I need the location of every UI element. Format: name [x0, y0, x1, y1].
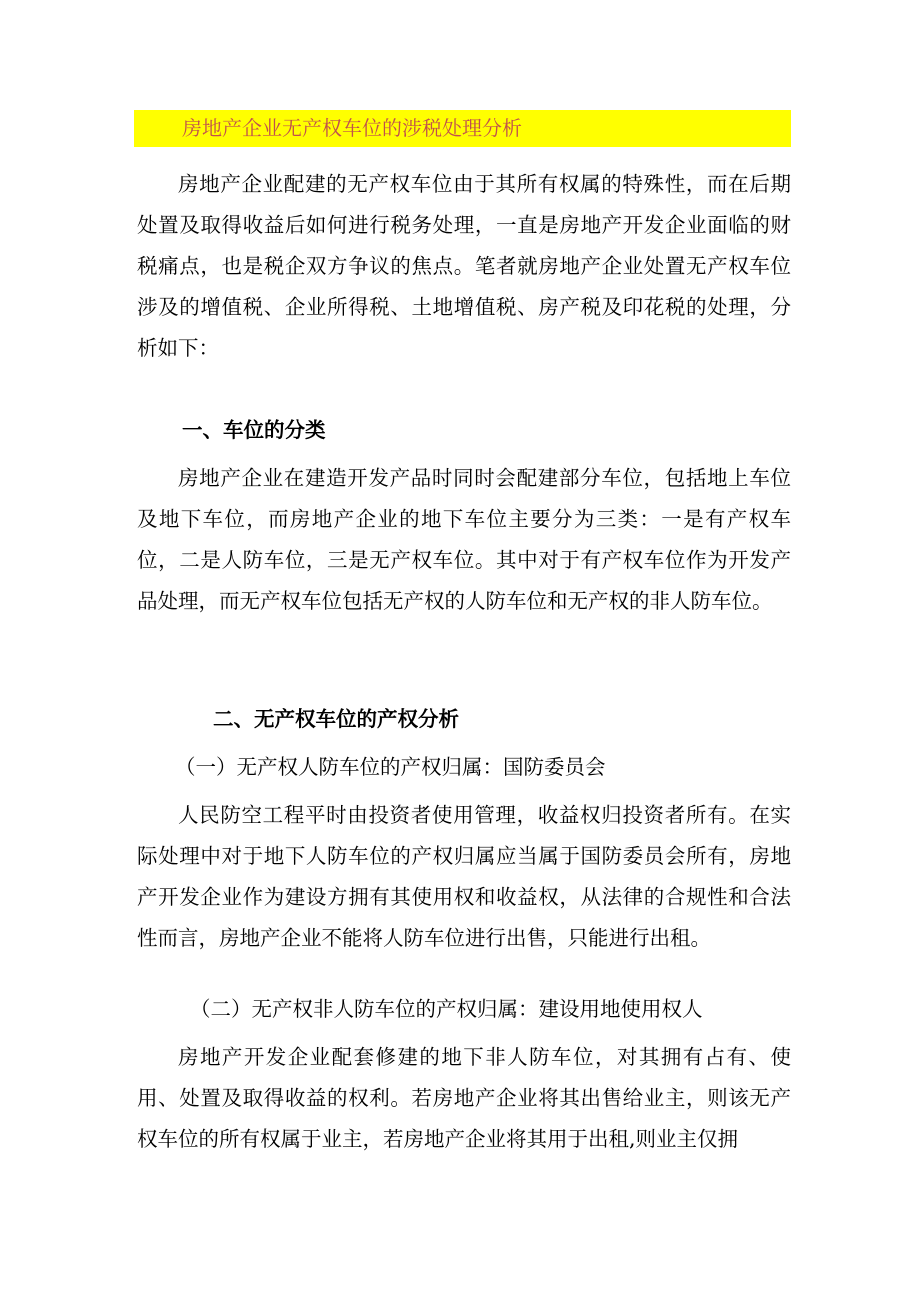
subsection-1-heading: （一）无产权人防车位的产权归属：国防委员会 [175, 755, 606, 779]
intro-paragraph: 房地产企业配建的无产权车位由于其所有权属的特殊性，而在后期处置及取得收益后如何进行税务处理，一直是房地产开发企业面临的财税痛点，也是税企双方争议的焦点。笔者就房地产企业处置无产权车位涉及的增值税、企业所得税、土地增值税、房产税及印花税的处理，分析如下： [137, 172, 791, 360]
title-highlight [134, 110, 791, 147]
section-2-heading: 二、无产权车位的产权分析 [213, 707, 459, 731]
document-title: 房地产企业无产权车位的涉税处理分析 [182, 116, 522, 140]
subsection-2-paragraph: 房地产开发企业配套修建的地下非人防车位，对其拥有占有、使用、处置及取得收益的权利。若房地产企业将其出售给业主，则该无产权车位的所有权属于业主，若房地产企业将其用于出租,则业主仅拥 [137, 1045, 791, 1151]
subsection-1-paragraph: 人民防空工程平时由投资者使用管理，收益权归投资者所有。在实际处理中对于地下人防车位的产权归属应当属于国防委员会所有，房地产开发企业作为建设方拥有其使用权和收益权，从法律的合规性和合法性而言，房地产企业不能将人防车位进行出售，只能进行出租。 [137, 803, 791, 950]
section-1-heading: 一、车位的分类 [182, 418, 326, 442]
section-1-paragraph: 房地产企业在建造开发产品时同时会配建部分车位，包括地上车位及地下车位，而房地产企业的地下车位主要分为三类：一是有产权车位，二是人防车位，三是无产权车位。其中对于有产权车位作为开发产品处理，而无产权车位包括无产权的人防车位和无产权的非人防车位。 [137, 466, 791, 613]
subsection-2-heading: （二）无产权非人防车位的产权归属：建设用地使用权人 [190, 997, 703, 1021]
